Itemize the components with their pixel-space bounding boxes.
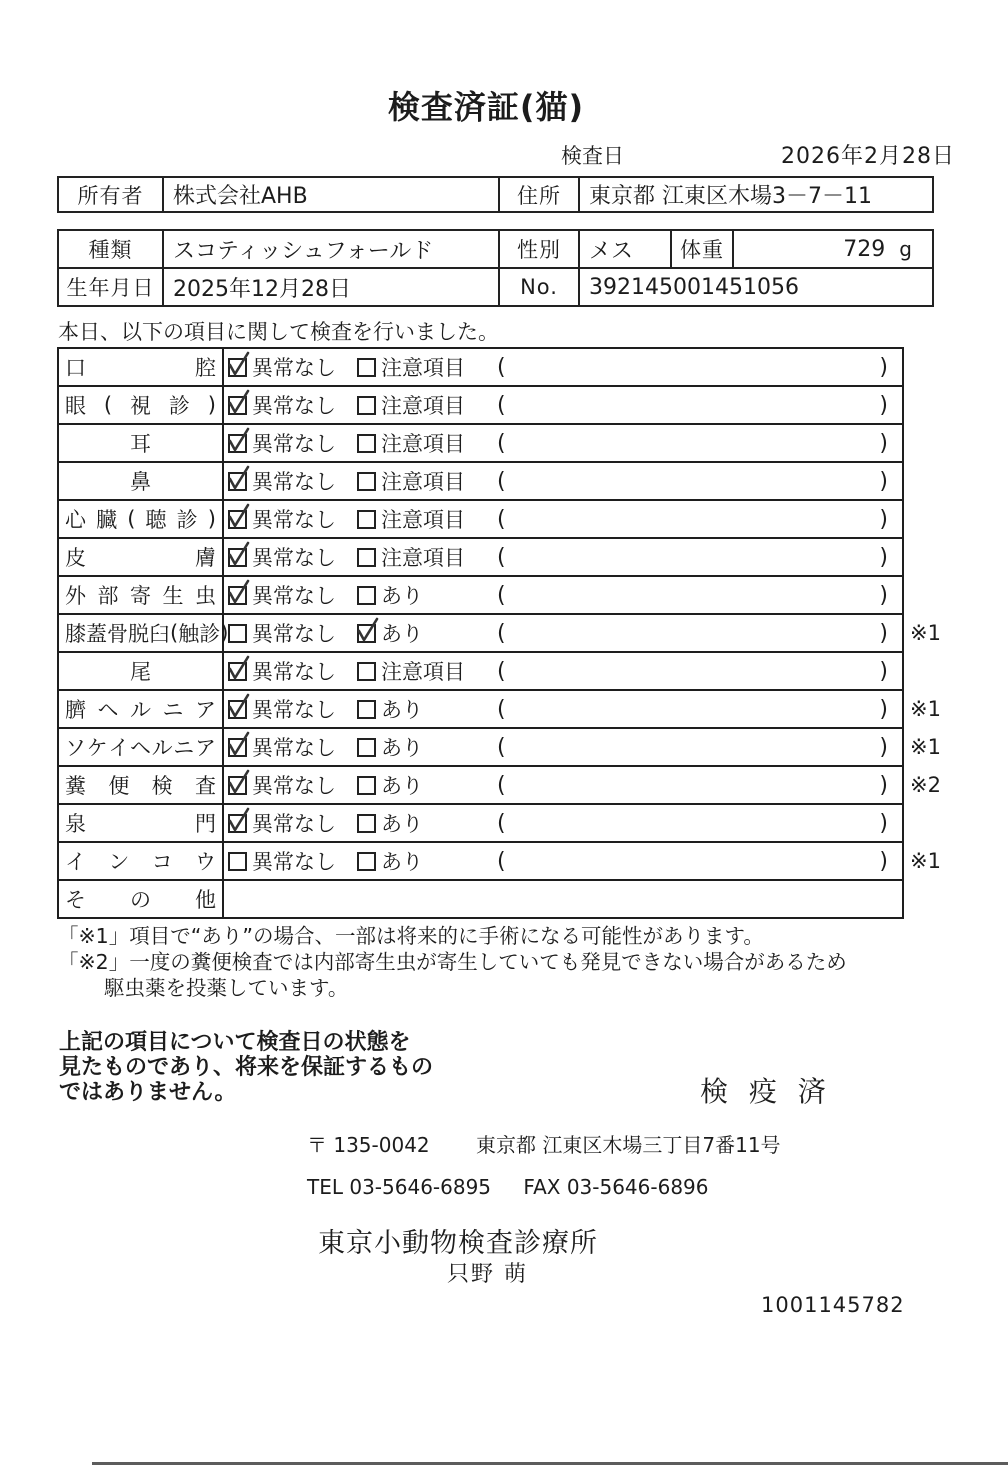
exam-item-label: 心 臓 ( 聴 診 ) xyxy=(59,501,224,537)
option-flag xyxy=(357,428,497,458)
paren-close: ) xyxy=(879,810,888,836)
paren-close: ) xyxy=(879,772,888,798)
checkmark-icon xyxy=(225,502,253,530)
option-normal-label: 異常なし xyxy=(252,394,336,418)
checkbox-flag[interactable] xyxy=(357,472,376,491)
option-normal-label: 異常なし xyxy=(252,850,336,874)
microchip-no-value: 392145001451056 xyxy=(578,269,932,305)
inspection-date-label: 検査日 xyxy=(561,144,624,168)
exam-item-label: 臍 ヘ ル ニ ア xyxy=(59,691,224,727)
exam-row xyxy=(59,879,902,917)
option-normal-label: 異常なし xyxy=(252,508,336,532)
option-normal xyxy=(228,466,357,496)
option-flag xyxy=(357,542,497,572)
footnote-2: 「※2」一度の糞便検査では内部寄生虫が寄生していても発見できない場合があるため xyxy=(58,950,847,974)
checkbox-flag[interactable] xyxy=(357,662,376,681)
checkmark-icon xyxy=(225,806,253,834)
exam-row xyxy=(59,499,902,537)
paren-open: ( xyxy=(497,430,506,456)
checkbox-normal[interactable] xyxy=(228,586,247,605)
checkbox-flag[interactable] xyxy=(357,510,376,529)
exam-row xyxy=(59,461,902,499)
owner-row xyxy=(59,178,932,211)
exam-table xyxy=(57,347,941,919)
exam-row-content xyxy=(224,349,902,385)
row-note-mark: ※1 xyxy=(910,621,941,645)
exam-row xyxy=(59,537,902,575)
paren-close: ) xyxy=(879,582,888,608)
paren-close: ) xyxy=(879,734,888,760)
breed-value: スコティッシュフォールド xyxy=(162,231,498,267)
exam-row-content xyxy=(224,577,902,613)
checkbox-flag[interactable] xyxy=(357,776,376,795)
option-flag-label: 注意項目 xyxy=(381,546,465,570)
option-flag-label: あり xyxy=(381,584,423,608)
option-normal-label: 異常なし xyxy=(252,774,336,798)
weight-value: 729 xyxy=(843,236,886,262)
option-normal-label: 異常なし xyxy=(252,736,336,760)
exam-row xyxy=(59,613,941,651)
option-normal xyxy=(228,808,357,838)
option-normal-label: 異常なし xyxy=(252,470,336,494)
birthdate-label: 生年月日 xyxy=(66,276,155,300)
exam-item-label: 耳 xyxy=(59,425,224,461)
option-flag xyxy=(357,808,497,838)
paren-open: ( xyxy=(497,582,506,608)
clinic-phone-line xyxy=(307,1175,709,1199)
option-flag-label: あり xyxy=(381,850,423,874)
paren-close: ) xyxy=(879,848,888,874)
option-flag-label: 注意項目 xyxy=(381,432,465,456)
option-normal-label: 異常なし xyxy=(252,660,336,684)
checkbox-normal[interactable] xyxy=(228,662,247,681)
exam-row-content xyxy=(224,653,902,689)
checkbox-flag[interactable] xyxy=(357,852,376,871)
disclaimer-line-2: 見たものであり、将来を保証するもの xyxy=(59,1055,434,1080)
document-number: 1001145782 xyxy=(761,1293,905,1317)
exam-intro-text: 本日、以下の項目に関して検査を行いました。 xyxy=(58,320,499,344)
breed-row xyxy=(59,231,932,267)
inspection-date-value: 2026年2月28日 xyxy=(781,144,955,169)
paren-open: ( xyxy=(497,506,506,532)
veterinarian-name: 只野 萌 xyxy=(447,1262,528,1287)
checkmark-icon xyxy=(225,578,253,606)
option-normal xyxy=(228,618,357,648)
option-normal xyxy=(228,428,357,458)
checkbox-normal[interactable] xyxy=(228,852,247,871)
clinic-fax: FAX 03-5646-6896 xyxy=(523,1175,709,1199)
checkbox-normal[interactable] xyxy=(228,472,247,491)
disclaimer-line-3: ではありません。 xyxy=(59,1080,237,1105)
checkmark-icon xyxy=(225,464,253,492)
address-label: 住所 xyxy=(498,178,578,211)
option-normal-label: 異常なし xyxy=(252,432,336,456)
option-flag xyxy=(357,580,497,610)
checkbox-normal[interactable] xyxy=(228,776,247,795)
option-flag xyxy=(357,618,497,648)
paren-open: ( xyxy=(497,354,506,380)
clinic-address: 東京都 江東区木場三丁目7番11号 xyxy=(476,1133,781,1157)
option-flag-label: あり xyxy=(381,774,423,798)
option-normal-label: 異常なし xyxy=(252,622,336,646)
row-note-mark: ※1 xyxy=(910,849,941,873)
option-normal xyxy=(228,656,357,686)
option-flag xyxy=(357,352,497,382)
sex-value: メス xyxy=(578,231,670,267)
option-normal xyxy=(228,580,357,610)
option-normal-label: 異常なし xyxy=(252,356,336,380)
checkbox-normal[interactable] xyxy=(228,738,247,757)
exam-item-label: 膝 蓋 骨 脱 臼 ( 触 診 ) xyxy=(59,615,224,651)
option-normal-label: 異常なし xyxy=(252,584,336,608)
paren-close: ) xyxy=(879,468,888,494)
option-normal xyxy=(228,504,357,534)
paren-close: ) xyxy=(879,658,888,684)
exam-item-label: 尾 xyxy=(59,653,224,689)
exam-row-content xyxy=(224,843,902,879)
exam-row-content xyxy=(224,501,902,537)
page-title: 検査済証(猫) xyxy=(387,88,585,126)
paren-open: ( xyxy=(497,468,506,494)
checkbox-flag[interactable] xyxy=(357,396,376,415)
row-note-mark: ※2 xyxy=(910,773,941,797)
clinic-tel: TEL 03-5646-6895 xyxy=(307,1175,492,1199)
checkbox-flag[interactable] xyxy=(357,358,376,377)
paren-close: ) xyxy=(879,696,888,722)
checkmark-icon xyxy=(225,654,253,682)
paren-open: ( xyxy=(497,696,506,722)
exam-row xyxy=(59,689,941,727)
option-normal-label: 異常なし xyxy=(252,812,336,836)
checkbox-flag[interactable] xyxy=(357,814,376,833)
paren-open: ( xyxy=(497,658,506,684)
exam-item-label: 糞 便 検 査 xyxy=(59,767,224,803)
weight-cell xyxy=(732,231,932,267)
checkmark-icon xyxy=(354,616,382,644)
exam-row xyxy=(59,423,902,461)
birthdate-value: 2025年12月28日 xyxy=(162,269,498,305)
weight-label: 体重 xyxy=(670,231,732,267)
option-normal-label: 異常なし xyxy=(252,698,336,722)
address-value: 東京都 江東区木場3－7－11 xyxy=(578,178,932,211)
exam-row-content xyxy=(224,729,902,765)
checkmark-icon xyxy=(225,426,253,454)
paren-open: ( xyxy=(497,734,506,760)
exam-row xyxy=(59,651,902,689)
option-normal xyxy=(228,846,357,876)
quarantine-stamp: 検 疫 済 xyxy=(700,1075,832,1108)
option-flag-label: あり xyxy=(381,812,423,836)
paren-open: ( xyxy=(497,620,506,646)
paren-open: ( xyxy=(497,848,506,874)
checkmark-icon xyxy=(225,730,253,758)
option-flag xyxy=(357,732,497,762)
exam-row xyxy=(59,575,902,613)
exam-row-content xyxy=(224,425,902,461)
checkbox-normal[interactable] xyxy=(228,814,247,833)
checkbox-flag[interactable] xyxy=(357,434,376,453)
footnotes xyxy=(58,923,847,1001)
checkbox-flag[interactable] xyxy=(357,548,376,567)
option-normal xyxy=(228,732,357,762)
exam-row xyxy=(59,765,941,803)
checkmark-icon xyxy=(225,388,253,416)
exam-item-label: イ ン コ ウ xyxy=(59,843,224,879)
option-flag-label: あり xyxy=(381,736,423,760)
owner-value: 株式会社AHB xyxy=(162,178,498,211)
exam-row-content xyxy=(224,691,902,727)
footnote-1: 「※1」項目で“あり”の場合、一部は将来的に手術になる可能性があります。 xyxy=(58,924,764,948)
option-flag-label: あり xyxy=(381,698,423,722)
exam-item-label: 泉 門 xyxy=(59,805,224,841)
checkbox-normal[interactable] xyxy=(228,624,247,643)
exam-item-label: 鼻 xyxy=(59,463,224,499)
option-normal xyxy=(228,390,357,420)
paren-open: ( xyxy=(497,772,506,798)
exam-item-label: 眼 ( 視 診 ) xyxy=(59,387,224,423)
option-flag xyxy=(357,694,497,724)
paren-open: ( xyxy=(497,810,506,836)
exam-item-label: そ の 他 xyxy=(59,881,224,917)
row-note-mark: ※1 xyxy=(910,735,941,759)
option-flag xyxy=(357,846,497,876)
weight-unit: g xyxy=(899,237,912,261)
option-flag xyxy=(357,770,497,800)
option-flag-label: 注意項目 xyxy=(381,470,465,494)
paren-close: ) xyxy=(879,506,888,532)
exam-row-content xyxy=(224,805,902,841)
owner-table xyxy=(57,176,934,213)
option-flag-label: 注意項目 xyxy=(381,660,465,684)
checkmark-icon xyxy=(225,350,253,378)
exam-row xyxy=(59,727,941,765)
checkbox-normal[interactable] xyxy=(228,700,247,719)
footnote-2-continued: 駆虫薬を投薬しています。 xyxy=(104,976,349,1000)
option-normal xyxy=(228,352,357,382)
paren-close: ) xyxy=(879,392,888,418)
exam-row-content xyxy=(224,615,902,651)
checkmark-icon xyxy=(225,692,253,720)
checkbox-flag[interactable] xyxy=(357,700,376,719)
option-normal xyxy=(228,770,357,800)
paren-close: ) xyxy=(879,354,888,380)
checkbox-flag[interactable] xyxy=(357,738,376,757)
postal-code: 〒 135-0042 xyxy=(307,1133,430,1157)
birth-row xyxy=(59,267,932,305)
scan-edge-artifact xyxy=(92,1462,1008,1465)
paren-close: ) xyxy=(879,620,888,646)
option-normal xyxy=(228,542,357,572)
exam-item-label: ソ ケ イ ヘ ル ニ ア xyxy=(59,729,224,765)
exam-row-content xyxy=(224,881,902,917)
checkmark-icon xyxy=(225,768,253,796)
animal-table xyxy=(57,229,934,307)
sex-label: 性別 xyxy=(498,231,578,267)
option-flag-label: 注意項目 xyxy=(381,394,465,418)
option-normal-label: 異常なし xyxy=(252,546,336,570)
option-flag-label: 注意項目 xyxy=(381,356,465,380)
exam-row xyxy=(59,349,902,385)
disclaimer-text xyxy=(59,1030,433,1105)
exam-row xyxy=(59,841,941,879)
checkbox-flag[interactable] xyxy=(357,624,376,643)
option-flag xyxy=(357,504,497,534)
option-normal xyxy=(228,694,357,724)
exam-row-content xyxy=(224,463,902,499)
option-flag xyxy=(357,656,497,686)
option-flag-label: あり xyxy=(381,622,423,646)
clinic-name: 東京小動物検査診療所 xyxy=(318,1228,598,1259)
row-note-mark: ※1 xyxy=(910,697,941,721)
exam-item-label: 外 部 寄 生 虫 xyxy=(59,577,224,613)
breed-label: 種類 xyxy=(88,238,133,262)
owner-label: 所有者 xyxy=(77,183,144,208)
checkbox-normal[interactable] xyxy=(228,396,247,415)
exam-item-label: 皮 膚 xyxy=(59,539,224,575)
paren-open: ( xyxy=(497,544,506,570)
microchip-no-label: No. xyxy=(498,269,578,305)
exam-row xyxy=(59,385,902,423)
option-flag xyxy=(357,466,497,496)
exam-row-content xyxy=(224,539,902,575)
checkbox-flag[interactable] xyxy=(357,586,376,605)
paren-close: ) xyxy=(879,544,888,570)
clinic-postal-line xyxy=(307,1129,781,1158)
option-flag xyxy=(357,390,497,420)
exam-row-content xyxy=(224,387,902,423)
exam-row-content xyxy=(224,767,902,803)
paren-close: ) xyxy=(879,430,888,456)
checkbox-normal[interactable] xyxy=(228,548,247,567)
option-flag-label: 注意項目 xyxy=(381,508,465,532)
paren-open: ( xyxy=(497,392,506,418)
disclaimer-line-1: 上記の項目について検査日の状態を xyxy=(59,1030,411,1055)
checkbox-normal[interactable] xyxy=(228,434,247,453)
checkbox-normal[interactable] xyxy=(228,510,247,529)
checkmark-icon xyxy=(225,540,253,568)
checkbox-normal[interactable] xyxy=(228,358,247,377)
exam-row xyxy=(59,803,902,841)
exam-item-label: 口 腔 xyxy=(59,349,224,385)
